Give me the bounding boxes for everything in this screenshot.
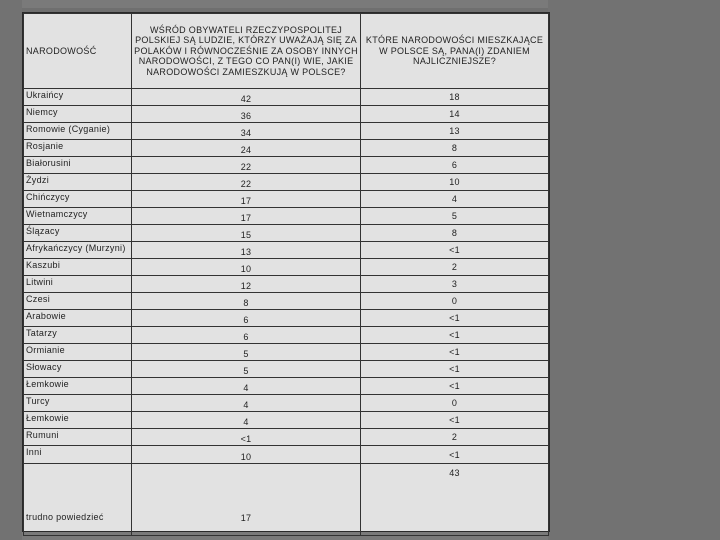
table-row xyxy=(24,276,549,293)
header-among-citizens: WŚRÓD OBYWATELI RZECZYPOSPOLITEJ POLSKIEJ SĄ LUDZIE, KTÓRZY UWAŻAJĄ SIĘ ZA POLAKÓW I RÓWNOCZEŚNIE ZA OSOBY INNYCH NARODOWOŚCI, Z TEGO CO PAN(I) WIE, JAKIE NARODOWOŚCI ZAMIESZKUJĄ W POLSCE? xyxy=(132,14,361,89)
known-percent-cell: 15 xyxy=(132,225,361,242)
nationality-cell: Łemkowie xyxy=(24,378,132,395)
numerous-percent-cell: 10 xyxy=(361,174,549,191)
numerous-percent-cell: 18 xyxy=(361,89,549,106)
table-row xyxy=(24,378,549,395)
nationality-cell: trudno powiedzieć xyxy=(24,464,132,536)
known-percent-cell: 22 xyxy=(132,157,361,174)
nationality-cell: Arabowie xyxy=(24,310,132,327)
numerous-percent-cell: 5 xyxy=(361,208,549,225)
nationality-cell: Żydzi xyxy=(24,174,132,191)
numerous-percent-cell: <1 xyxy=(361,361,549,378)
nationality-cell: Afrykańczycy (Murzyni) xyxy=(24,242,132,259)
table-row xyxy=(24,123,549,140)
table-row xyxy=(24,446,549,464)
nationality-cell: Ormianie xyxy=(24,344,132,361)
known-percent-cell: 24 xyxy=(132,140,361,157)
known-percent-cell: 42 xyxy=(132,89,361,106)
table-row xyxy=(24,395,549,412)
header-row xyxy=(24,14,549,89)
table-row xyxy=(24,361,549,378)
known-percent-cell: 4 xyxy=(132,395,361,412)
known-percent-cell: <1 xyxy=(132,429,361,446)
nationality-cell: Ukraińcy xyxy=(24,89,132,106)
numerous-percent-cell: <1 xyxy=(361,344,549,361)
nationality-cell: Niemcy xyxy=(24,106,132,123)
known-percent-cell: 4 xyxy=(132,378,361,395)
nationality-cell: Czesi xyxy=(24,293,132,310)
table-row xyxy=(24,242,549,259)
nationality-survey-table xyxy=(23,13,549,536)
nationality-cell: Wietnamczycy xyxy=(24,208,132,225)
table-row xyxy=(24,174,549,191)
nationality-cell: Ślązacy xyxy=(24,225,132,242)
table-row xyxy=(24,327,549,344)
numerous-percent-cell: 6 xyxy=(361,157,549,174)
nationality-cell: Kaszubi xyxy=(24,259,132,276)
frame-left xyxy=(0,0,22,540)
survey-table-sheet xyxy=(22,12,550,532)
known-percent-cell: 6 xyxy=(132,310,361,327)
table-row xyxy=(24,293,549,310)
table-row xyxy=(24,191,549,208)
known-percent-cell: 12 xyxy=(132,276,361,293)
known-percent-cell: 5 xyxy=(132,361,361,378)
nationality-cell: Turcy xyxy=(24,395,132,412)
table-row xyxy=(24,208,549,225)
table-row xyxy=(24,344,549,361)
nationality-cell: Rumuni xyxy=(24,429,132,446)
known-percent-cell: 17 xyxy=(132,191,361,208)
known-percent-cell: 10 xyxy=(132,446,361,464)
numerous-percent-cell: 2 xyxy=(361,259,549,276)
numerous-percent-cell: 3 xyxy=(361,276,549,293)
known-percent-cell: 4 xyxy=(132,412,361,429)
known-percent-cell: 36 xyxy=(132,106,361,123)
table-row xyxy=(24,412,549,429)
numerous-percent-cell: 14 xyxy=(361,106,549,123)
numerous-percent-cell: 43 xyxy=(361,464,549,536)
nationality-cell: Słowacy xyxy=(24,361,132,378)
table-row xyxy=(24,464,549,536)
header-most-numerous: KTÓRE NARODOWOŚCI MIESZKAJĄCE W POLSCE SĄ, PANA(I) ZDANIEM NAJLICZNIEJSZE? xyxy=(361,14,549,89)
table-row xyxy=(24,259,549,276)
table-row xyxy=(24,140,549,157)
numerous-percent-cell: <1 xyxy=(361,242,549,259)
known-percent-cell: 8 xyxy=(132,293,361,310)
table-row xyxy=(24,225,549,242)
numerous-percent-cell: 0 xyxy=(361,293,549,310)
nationality-cell: Rosjanie xyxy=(24,140,132,157)
numerous-percent-cell: 13 xyxy=(361,123,549,140)
numerous-percent-cell: <1 xyxy=(361,327,549,344)
header-nationality: NARODOWOŚĆ xyxy=(24,14,132,89)
known-percent-cell: 13 xyxy=(132,242,361,259)
table-body xyxy=(24,89,549,536)
numerous-percent-cell: <1 xyxy=(361,378,549,395)
known-percent-cell: 34 xyxy=(132,123,361,140)
table-row xyxy=(24,89,549,106)
known-percent-cell: 17 xyxy=(132,208,361,225)
numerous-percent-cell: <1 xyxy=(361,446,549,464)
numerous-percent-cell: 2 xyxy=(361,429,549,446)
table-row xyxy=(24,106,549,123)
numerous-percent-cell: 0 xyxy=(361,395,549,412)
numerous-percent-cell: 8 xyxy=(361,225,549,242)
known-percent-cell: 10 xyxy=(132,259,361,276)
nationality-cell: Łemkowie xyxy=(24,412,132,429)
numerous-percent-cell: 4 xyxy=(361,191,549,208)
table-row xyxy=(24,157,549,174)
nationality-cell: Białorusini xyxy=(24,157,132,174)
nationality-cell: Chińczycy xyxy=(24,191,132,208)
nationality-cell: Litwini xyxy=(24,276,132,293)
frame-right xyxy=(548,0,720,540)
table-row xyxy=(24,429,549,446)
known-percent-cell: 22 xyxy=(132,174,361,191)
nationality-cell: Inni xyxy=(24,446,132,464)
nationality-cell: Romowie (Cyganie) xyxy=(24,123,132,140)
table-row xyxy=(24,310,549,327)
nationality-cell: Tatarzy xyxy=(24,327,132,344)
known-percent-cell: 5 xyxy=(132,344,361,361)
numerous-percent-cell: <1 xyxy=(361,412,549,429)
numerous-percent-cell: 8 xyxy=(361,140,549,157)
known-percent-cell: 17 xyxy=(132,464,361,536)
numerous-percent-cell: <1 xyxy=(361,310,549,327)
known-percent-cell: 6 xyxy=(132,327,361,344)
